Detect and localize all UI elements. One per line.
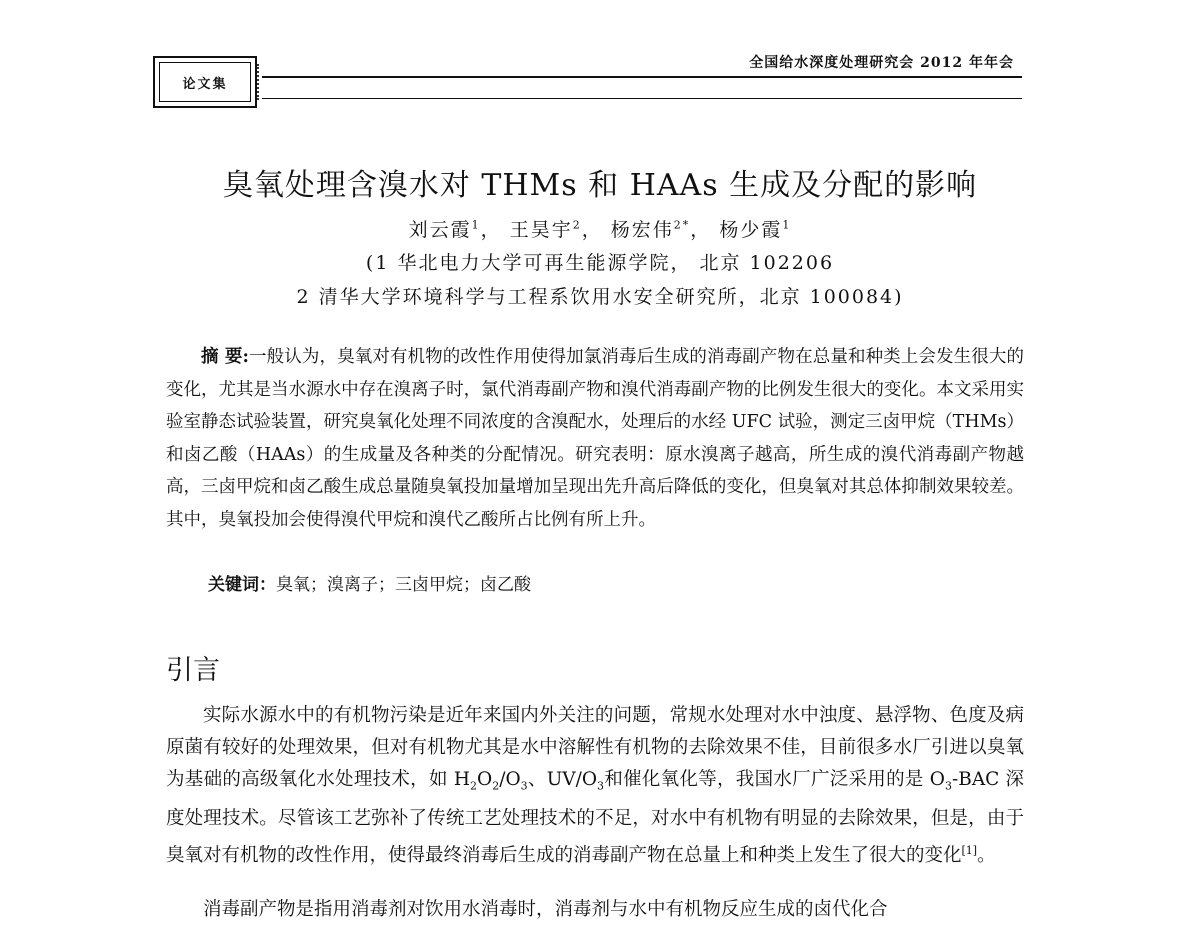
author-affil-mark: 2* bbox=[673, 218, 691, 232]
author-affil-mark: 2 bbox=[572, 218, 582, 232]
abstract bbox=[166, 341, 1024, 536]
body-text-part: 实际水源水中的有机物污染是近年来国内外关注的问题，常规水处理对水中浊度、悬浮物、色度及病原菌有较好的处理效果，但对有机物尤其是水中溶解性有机物的去除效果不佳，目前很多水厂引进以臭氧为基础的高级氧化水处理技术，如 H bbox=[166, 705, 1024, 790]
body-paragraph-1: 实际水源水中的有机物污染是近年来国内外关注的问题，常规水处理对水中浊度、悬浮物、色度及病原菌有较好的处理效果，但对有机物尤其是水中溶解性有机物的去除效果不佳，目前很多水厂引进以臭氧为基础的高级氧化水处理技术，如 $H_2O_2/O_3$、$UV/O_3$和催化氧化等，我国水厂广泛采用的是 $O_3$-BAC 深度处理技术。尽管该工艺弥补了传统工艺处理技术的不足，对水中有机物有明显的去除效果，但是，由于臭氧对有机物的改性作用，使得最终消毒后生成的消毒副产物在总量上和种类上发生了很大的变化[1]。 bbox=[166, 705, 1024, 866]
header-label-decoration bbox=[257, 64, 267, 100]
author-name: 杨宏伟 bbox=[610, 219, 674, 241]
header-rule-thin bbox=[262, 98, 1022, 99]
author-line: 刘云霞$^1$， 王昊宇$^2$， 杨宏伟$^{2*}$， 杨少霞$^1$ bbox=[408, 218, 792, 241]
abstract-text: 一般认为，臭氧对有机物的改性作用使得加氯消毒后生成的消毒副产物在总量和种类上会发生很大的变化，尤其是当水源水中存在溴离子时，氯代消毒副产物和溴代消毒副产物的比例发生很大的变化。本文采用实验室静态试验装置，研究臭氧化处理不同浓度的含溴配水，处理后的水经 UFC 试验，测定三卤甲烷（THMs）和卤乙酸（HAAs）的生成量及各种类的分配情况。研究表明：原水溴离子越高，所生成的溴代消毒副产物越高，三卤甲烷和卤乙酸生成总量随臭氧投加量增加呈现出先升高后降低的变化，但臭氧对其总体抑制效果较差。其中，臭氧投加会使得溴代甲烷和溴代乙酸所占比例有所上升。 bbox=[166, 347, 1024, 530]
body-text-part: -BAC 深度处理技术。尽管该工艺弥补了传统工艺处理技术的不足，对水中有机物有明显的去除效果，但是，由于臭氧对有机物的改性作用，使得最终消毒后生成的消毒副产物在总量上和种类上发生了很大的变化 bbox=[166, 769, 1024, 866]
author-name: 刘云霞 bbox=[408, 219, 472, 241]
conference-title: 全国给水深度处理研究会 2012 年年会 bbox=[749, 55, 1014, 71]
author-name: 杨少霞 bbox=[719, 219, 783, 241]
header-label-box bbox=[153, 56, 257, 108]
keywords-text: 臭氧；溴离子；三卤甲烷；卤乙酸 bbox=[276, 575, 531, 595]
author-name: 王昊宇 bbox=[509, 219, 573, 241]
citation-ref[interactable]: [1] bbox=[961, 843, 978, 857]
body-text-part: 、UV/O bbox=[527, 769, 598, 790]
body-text-part: 和催化氧化等，我国水厂广泛采用的是 O bbox=[604, 769, 945, 790]
body-text-part: 。 bbox=[977, 844, 996, 866]
paper-title: 臭氧处理含溴水对 THMs 和 HAAs 生成及分配的影响 bbox=[222, 168, 978, 203]
body-paragraph-2: 消毒副产物是指用消毒剂对饮用水消毒时，消毒剂与水中有机物反应生成的卤代化合 bbox=[203, 899, 888, 920]
keywords bbox=[208, 570, 531, 595]
body-text-part: O bbox=[477, 769, 493, 790]
abstract-label: 摘 要: bbox=[201, 347, 249, 367]
section-heading: 引言 bbox=[166, 655, 220, 686]
header-label: 论文集 bbox=[159, 62, 251, 102]
author-affil-mark: 1 bbox=[782, 218, 792, 232]
author-affil-mark: 1 bbox=[471, 218, 481, 232]
affiliation-2: 2 清华大学环境科学与工程系饮用水安全研究所，北京 100084) bbox=[296, 286, 904, 308]
header-rule-thick bbox=[262, 76, 1022, 78]
keywords-label: 关键词： bbox=[208, 575, 276, 595]
affiliation-1: (1 华北电力大学可再生能源学院， 北京 102206 bbox=[365, 252, 835, 274]
